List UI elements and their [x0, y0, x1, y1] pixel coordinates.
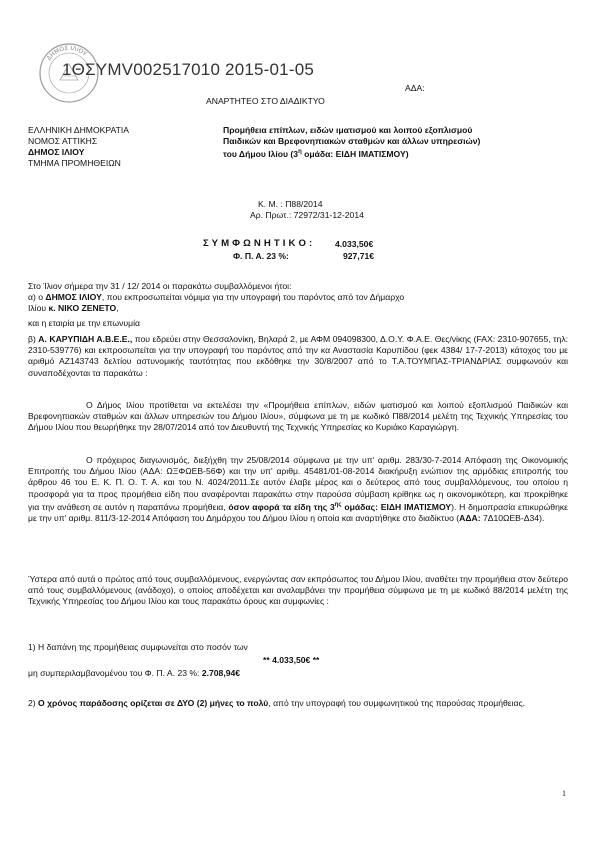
- party-b-paragraph: β) Α. ΚΑΡΥΠΙΔΗ Α.Β.Ε.Ε., που εδρεύει στην Θεσσαλονίκη, Βηλαρά 2, με ΑΦΜ 094098300, Δ.Ο.Υ. Φ.Α.Ε. Θες/νίκης (FAX: 2310-907655, τηλ: 2310-539776) και εκπροσωπείται για την υπογραφή του παρόντος από την κα Αναστασία Καρυπίδου (φεκ 4384/ 17-7-2013) κάτοχος του με αριθμό ΑΖ143743 δελτίου αστυνομικής ταυτότητας που εκδόθηκε την 30/8/2007 από το Τ.Α.ΤΟΥΜΠΑΣ-ΤΡΙΑΝΔΡΙΑΣ συμφωνούν και συναποδέχονται τα παρακάτω :: [28, 334, 569, 378]
- contract-amount-label: Σ Υ Μ Φ Ω Ν Η Τ Ι Κ Ο :: [203, 238, 313, 249]
- reference-km: Κ. Μ. : Π88/2014: [258, 199, 323, 209]
- subject-line-2: Παιδικών και Βρεφονηπιακών σταθμών και άλλων υπηρεσιών): [223, 136, 481, 146]
- party-a-paragraph: α) ο ΔΗΜΟΣ ΙΛΙΟΥ, που εκπροσωπείται νόμιμα για την υπογραφή του παρόντος από τον Δήμαρχο Ιλίου κ. ΝΙΚΟ ΖΕΝΕΤΟ,: [28, 292, 405, 314]
- reference-protocol: Αρ. Πρωτ.: 72972/31-12-2014: [250, 210, 364, 220]
- contract-amount-value: 4.033,50€: [335, 239, 374, 249]
- intent-paragraph: Ο Δήμος Ιλίου προτίθεται να εκτελέσει την «Προμήθεια επίπλων, ειδών ιματισμού και λοιπού εξοπλισμού Παιδικών και Βρεφονηπιακών σταθμών και άλλων υπηρεσιών του Δήμου Ιλίου», σύμφωνα με τη με κωδικό Π88/2014 μελέτη της Τεχνικής Υπηρεσίας του Δήμου Ιλίου που θεωρήθηκε την 28/07/2014 από τον Διευθυντή της Τεχνικής Υπηρεσίας κο Κυριάκο Καραγιώργη.: [28, 400, 568, 433]
- issuer-block: [28, 125, 129, 169]
- tender-paragraph: Ο πρόχειρος διαγωνισμός, διεξήχθη την 25/08/2014 σύμφωνα με την υπ' αριθμ. 283/30-7-2014 Απόφαση της Οικονομικής Επιτροπής του Δήμου Ιλίου (ΑΔΑ: ΩΞΦΩΕΒ-56Φ) και την υπ' αριθμ. 45481/01-08-2014 διακήρυξη ενώπιον της αρμόδιας επιτροπής του άρθρου 46 του Ε. Κ. Π. Ο. Τ. Α. και του Ν. 4024/2011.Σε αυτόν έλαβε μέρος και ο δεύτερος από τους συμβαλλόμενους, του οποίου η προσφορά για τα προς προμήθεια είδη που αναφέρονται παρακάτω στην παρούσα σύμβαση κρίθηκε ως η οικονομικότερη, και προκρίθηκε για την ανάθεση σε αυτόν η παραπάνω προμήθεια, όσον αφορά τα είδη της $3^{\eta\varsigma}$ ομάδας: ΕΙΔΗ ΙΜΑΤΙΣΜΟΥ). Η δημοπρασία επικυρώθηκε με την υπ' αριθμ. 811/3-12-2014 Απόφαση του Δημάρχου του Δήμου Ιλίου η οποία και αναρτήθηκε στο διαδίκτυο (ΑΔΑ: 7Δ10ΩΕΒ-Δ34).: [28, 455, 568, 523]
- document-id: 1ΘΣΥΜV002517010 2015-01-05: [62, 60, 314, 79]
- term-1-vat-line: μη συμπεριλαμβανομένου του Φ. Π. Α. 23 %: 2.708,94€: [28, 668, 241, 678]
- issuer-line-republic: ΕΛΛΗΝΙΚΗ ΔΗΜΟΚΡΑΤΙΑ: [28, 125, 129, 135]
- svg-text:ΔΗΜΟΣ ΙΛΙΟΥ: ΔΗΜΟΣ ΙΛΙΟΥ: [45, 44, 88, 62]
- company-intro-line: και η εταιρία με την επωνυμία: [28, 318, 140, 328]
- issuer-line-department: ΤΜΗΜΑ ΠΡΟΜΗΘΕΙΩΝ: [28, 158, 121, 168]
- subject-block: [223, 125, 573, 160]
- term-2-paragraph: 2) Ο χρόνος παράδοσης ορίζεται σε ΔΥΟ (2) μήνες το πολύ, από την υπογραφή του συμφωνητικού της παρούσας προμήθειας.: [28, 698, 526, 708]
- intro-line: Στο Ίλιον σήμερα την 31 / 12/ 2014 οι παρακάτω συμβαλλόμενοι ήτοι:: [28, 281, 292, 291]
- subject-line-1: Προμήθεια επίπλων, ειδών ιματισμού και λοιπού εξοπλισμού: [223, 125, 473, 135]
- page-number: 1: [562, 789, 566, 798]
- posted-online-label: ΑΝΑΡΤΗΤΕΟ ΣΤΟ ΔΙΑΔΙΚΤΥΟ: [206, 96, 325, 106]
- assignment-paragraph: Ύστερα από αυτά ο πρώτος από τους συμβαλλόμενους, ενεργώντας σαν εκπρόσωπος του Δήμου Ιλίου, αναθέτει την προμήθεια στον δεύτερο από τους συμβαλλόμενους (ανάδοχο), ο οποίος αποδέχεται και αναλαμβάνει την προμήθεια σύμφωνα με τη με κωδικό 88/2014 μελέτη της Τεχνικής Υπηρεσίας του Δήμου Ιλίου και τους παρακάτω όρους και συμφωνίες :: [28, 574, 568, 607]
- issuer-line-municipality: ΔΗΜΟΣ ΙΛΙΟΥ: [28, 147, 85, 157]
- term-1-line: 1) Η δαπάνη της προμήθειας συμφωνείται στο ποσόν των: [28, 642, 248, 652]
- issuer-line-prefecture: ΝΟΜΟΣ ΑΤΤΙΚΗΣ: [28, 136, 98, 146]
- vat-value: 927,71€: [343, 251, 375, 261]
- term-1-amount: ** 4.033,50€ **: [263, 655, 320, 665]
- subject-line-3: του Δήμου Ιλίου ($3^\eta$ ομάδα: ΕΙΔΗ ΙΜΑΤΙΣΜΟΥ): [223, 148, 409, 159]
- ada-label: ΑΔΑ:: [405, 83, 425, 93]
- vat-label: Φ. Π. Α. 23 %:: [233, 251, 289, 261]
